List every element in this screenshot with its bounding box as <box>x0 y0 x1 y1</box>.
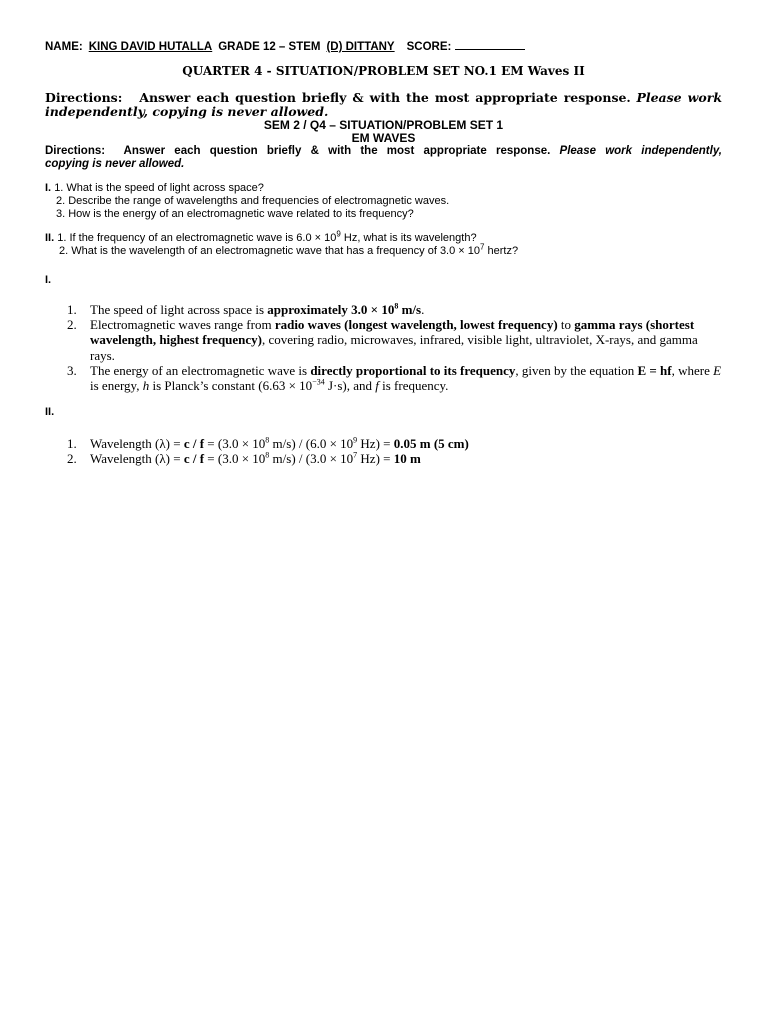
answer-i-3-b2: E = hf <box>637 362 672 378</box>
questions-part-i <box>45 182 722 221</box>
answer-ii-1-b2: 0.05 m (5 cm) <box>393 436 469 451</box>
question-i-3: 3. How is the energy of an electromagnetic wave related to its frequency? <box>56 208 414 220</box>
answer-i-3-b1: directly proportional to its frequency <box>310 362 516 378</box>
answer-i-1-sup: 8 <box>394 301 399 311</box>
grade-label: GRADE 12 – STEM <box>218 41 321 53</box>
section-name: (D) DITTANY <box>326 41 395 53</box>
answer-ii-2-sup2: 7 <box>353 450 358 460</box>
answers-ii-roman: II. <box>45 406 55 418</box>
answer-ii-2-b1: c / f <box>183 451 205 467</box>
score-blank <box>455 39 525 50</box>
name-label: NAME: <box>45 41 83 53</box>
directions-1-label: Directions: <box>45 90 123 105</box>
sem-title <box>45 119 722 145</box>
answer-i-3-t2: , given by the equation <box>515 362 638 378</box>
question-ii-2-sup: 7 <box>480 242 485 252</box>
answer-i-2-b2: gamma rays (shortest wavelength, highest frequency) <box>90 317 695 348</box>
answer-i-2 <box>45 317 722 363</box>
answer-i-3-i3: f <box>375 378 379 394</box>
answer-i-1 <box>45 302 722 317</box>
answer-i-3-t6: J·s), and <box>324 378 376 394</box>
answer-i-3 <box>45 363 722 393</box>
directions-2-italic-b: copying is never allowed. <box>45 158 185 170</box>
answer-ii-1-b1: c / f <box>183 436 205 451</box>
directions-1-italic-b: independently, copying is never allowed. <box>45 104 329 119</box>
answer-ii-2-sup1: 8 <box>265 450 270 460</box>
directions-2 <box>45 145 722 171</box>
sem-title-line2: EM WAVES <box>351 131 416 145</box>
directions-2-italic-a: Please work independently, <box>559 145 722 157</box>
answer-ii-2-t4: Hz) = <box>357 451 394 467</box>
answer-i-1-end: . <box>421 302 425 317</box>
answer-ii-1-t1: Wavelength (λ) = <box>90 436 184 451</box>
answer-i-2-b1: radio waves (longest wavelength, lowest frequency) <box>274 317 558 333</box>
answer-i-1-bold-b: m/s <box>398 302 422 317</box>
question-ii-2-a: 2. What is the wavelength of an electromagnetic wave that has a frequency of 3.0 × 10 <box>59 245 481 257</box>
directions-1-italic-a: Please work <box>636 90 722 105</box>
answers-i-roman: I. <box>45 274 52 286</box>
answer-ii-1-t4: Hz) = <box>357 436 394 451</box>
answer-i-2-t2: to <box>557 317 575 333</box>
answer-i-2-t1: Electromagnetic waves range from <box>90 317 275 333</box>
answer-ii-2-b2: 10 m <box>393 451 421 467</box>
directions-2-text: Answer each question briefly & with the most appropriate response. <box>123 145 551 157</box>
answer-i-3-i2: h <box>142 378 150 394</box>
directions-1-text: Answer each question briefly & with the most appropriate response. <box>139 90 631 105</box>
answer-ii-2-num: 2. <box>67 451 77 467</box>
question-ii-1-sup: 9 <box>336 229 341 239</box>
question-ii-1-a: 1. If the frequency of an electromagnetic wave is 6.0 × 10 <box>57 232 337 244</box>
student-name: KING DAVID HUTALLA <box>88 41 213 53</box>
questions-ii-roman: II. <box>45 232 55 244</box>
directions-1 <box>45 91 722 119</box>
answer-ii-2-t2: = (3.0 × 10 <box>204 451 266 467</box>
answer-i-3-num: 3. <box>67 362 77 378</box>
question-i-1: 1. What is the speed of light across space? <box>54 182 264 194</box>
questions-part-ii <box>45 229 722 258</box>
answer-i-2-t3: , covering radio, microwaves, infrared, visible light, ultraviolet, X-rays, and gamma rays. <box>90 332 698 363</box>
answer-ii-1-num: 1. <box>67 436 77 451</box>
answer-ii-1-t3: m/s) / (6.0 × 10 <box>269 436 354 451</box>
directions-2-label: Directions: <box>45 145 106 157</box>
answer-i-3-t1: The energy of an electromagnetic wave is <box>90 362 311 378</box>
answer-i-3-i1: E <box>713 362 722 378</box>
quarter-title: QUARTER 4 - SITUATION/PROBLEM SET NO.1 EM Waves II <box>182 64 585 78</box>
answer-ii-1-sup2: 9 <box>353 435 358 445</box>
question-ii-2-b: hertz? <box>484 245 519 257</box>
answer-i-3-t7: is frequency. <box>378 378 449 394</box>
sem-title-line1: SEM 2 / Q4 – SITUATION/PROBLEM SET 1 <box>263 118 504 132</box>
answers-part-ii <box>45 436 722 466</box>
student-header <box>45 39 722 53</box>
answer-i-1-bold-a: approximately 3.0 × 10 <box>267 302 395 317</box>
answer-i-3-t3: , where <box>671 362 714 378</box>
answer-ii-1-sup1: 8 <box>265 435 270 445</box>
answers-part-i <box>45 302 722 393</box>
score-label: SCORE: <box>406 41 452 53</box>
answer-i-1-text: The speed of light across space is <box>90 302 268 317</box>
questions-i-roman: I. <box>45 182 52 194</box>
answer-ii-2-t1: Wavelength (λ) = <box>90 451 184 467</box>
answer-i-3-t5: is Planck’s constant (6.63 × 10 <box>149 378 313 394</box>
answer-ii-1 <box>45 436 722 451</box>
answer-ii-2-t3: m/s) / (3.0 × 10 <box>269 451 354 467</box>
answer-i-1-num: 1. <box>67 302 77 317</box>
question-i-2: 2. Describe the range of wavelengths and frequencies of electromagnetic waves. <box>56 195 450 207</box>
answer-ii-1-t2: = (3.0 × 10 <box>204 436 266 451</box>
question-ii-1-b: Hz, what is its wavelength? <box>340 232 477 244</box>
answer-i-3-t4: is energy, <box>90 378 143 394</box>
answer-i-2-num: 2. <box>67 317 77 333</box>
answer-ii-2 <box>45 451 722 466</box>
answer-i-3-sup: −34 <box>312 377 325 387</box>
